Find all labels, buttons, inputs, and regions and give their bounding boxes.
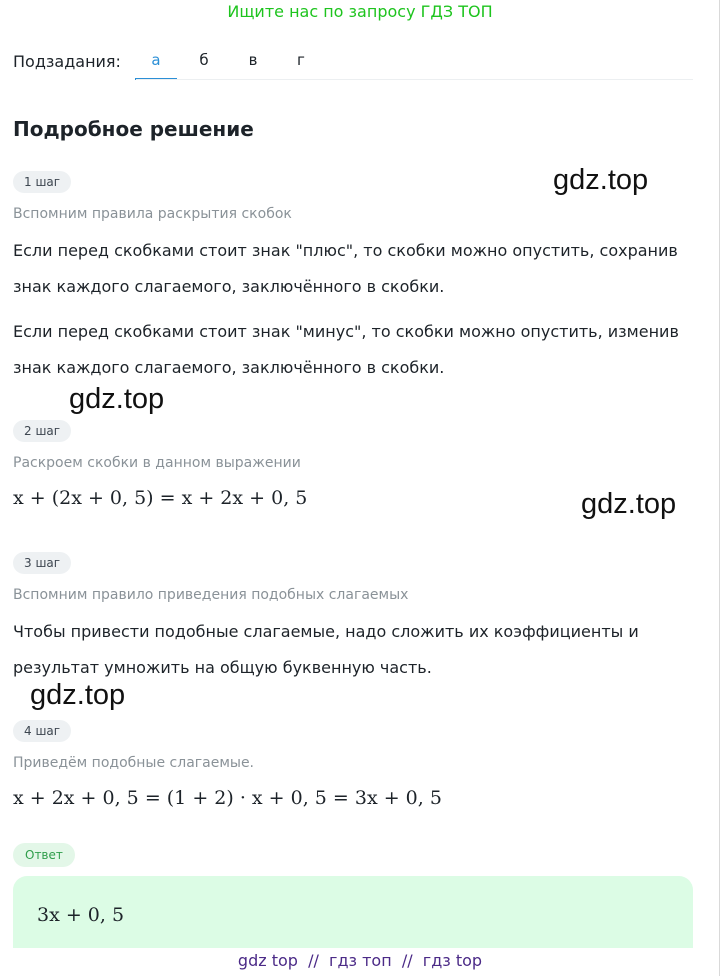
tab-b[interactable]: б <box>199 51 209 69</box>
step-1-paragraph-1: Если перед скобками стоит знак "плюс", то скобки можно опустить, сохранив знак каждого слагаемого, заключённого в скобки. <box>13 241 678 296</box>
watermark: gdz.top <box>69 383 165 415</box>
top-banner: Ищите нас по запросу ГДЗ ТОП <box>227 2 493 21</box>
step-1-paragraph-2: Если перед скобками стоит знак "минус", то скобки можно опустить, изменив знак каждого слагаемого, заключённого в скобки. <box>13 322 679 377</box>
step-3-badge: 3 шаг <box>13 552 71 574</box>
tabs-divider <box>136 79 693 80</box>
watermark: gdz.top <box>30 679 126 711</box>
tab-a[interactable]: а <box>135 44 177 80</box>
tab-v[interactable]: в <box>248 51 258 69</box>
tab-g[interactable]: г <box>297 51 305 69</box>
step-2-badge: 2 шаг <box>13 420 71 442</box>
answer-box <box>13 876 693 948</box>
watermark: gdz.top <box>553 164 649 196</box>
footer-links[interactable]: gdz top // гдз топ // гдз top <box>237 951 483 970</box>
step-1-hint: Вспомним правила раскрытия скобок <box>13 206 292 222</box>
step-2-formula: x + (2x + 0, 5) = x + 2x + 0, 5 <box>13 487 308 509</box>
step-3-hint: Вспомним правило приведения подобных слагаемых <box>13 587 409 603</box>
step-4-hint: Приведём подобные слагаемые. <box>13 755 255 771</box>
subtasks-row <box>13 44 693 82</box>
step-1-badge: 1 шаг <box>13 171 71 193</box>
watermark: gdz.top <box>581 488 677 520</box>
subtasks-label: Подзадания: <box>13 52 121 71</box>
step-4-badge: 4 шаг <box>13 720 71 742</box>
answer-badge: Ответ <box>13 843 75 867</box>
step-3-paragraph: Чтобы привести подобные слагаемые, надо сложить их коэффициенты и результат умножить на общую буквенную часть. <box>13 622 639 677</box>
section-title: Подробное решение <box>13 117 254 141</box>
answer-value: 3x + 0, 5 <box>37 904 125 926</box>
step-2-hint: Раскроем скобки в данном выражении <box>13 455 301 471</box>
step-4-formula: x + 2x + 0, 5 = (1 + 2) · x + 0, 5 = 3x + 0, 5 <box>13 787 442 809</box>
